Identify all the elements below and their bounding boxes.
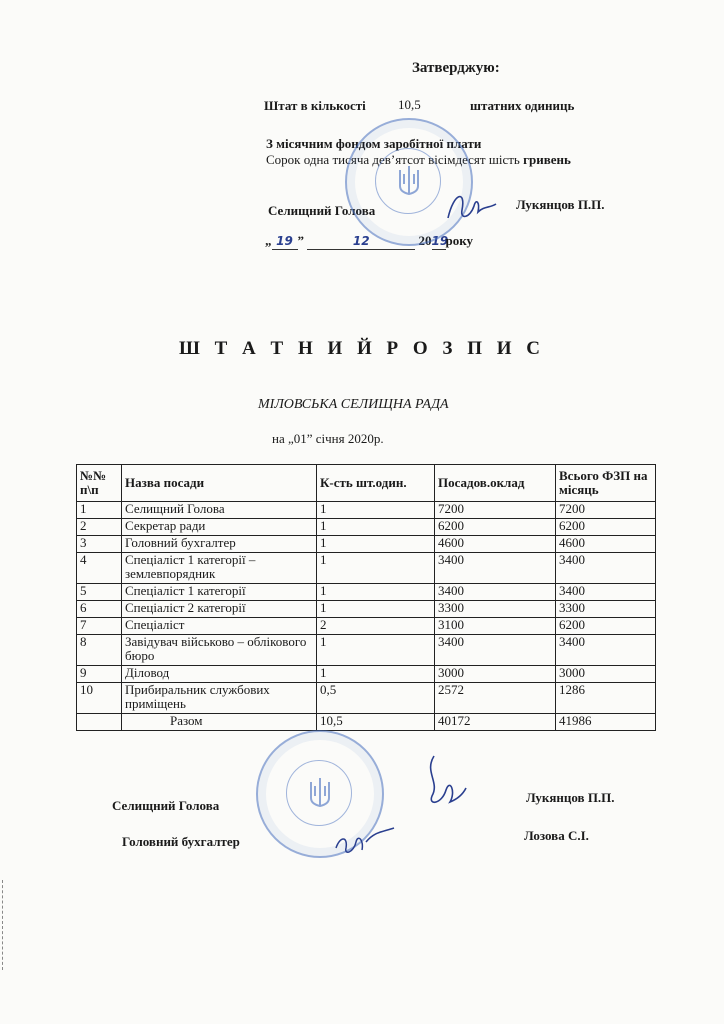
- cell-position: Селищний Голова: [122, 502, 317, 519]
- header-quantity: К-сть шт.один.: [317, 465, 435, 502]
- total-fund: 41986: [556, 714, 656, 731]
- date-month: 12: [307, 234, 415, 250]
- cell-number: 2: [77, 519, 122, 536]
- cell-total: 6200: [556, 519, 656, 536]
- cell-number: 1: [77, 502, 122, 519]
- cell-salary: 2572: [435, 683, 556, 714]
- cell-total: 6200: [556, 618, 656, 635]
- head-signature-bottom: [420, 752, 470, 822]
- table-row: [77, 584, 656, 601]
- cell-quantity: 1: [317, 584, 435, 601]
- cell-number-empty: [77, 714, 122, 731]
- cell-salary: 3000: [435, 666, 556, 683]
- table-row: [77, 519, 656, 536]
- cell-total: 3400: [556, 584, 656, 601]
- fund-amount-words: Сорок одна тисяча дев’ятсот вісімдесят шість: [266, 152, 520, 167]
- cell-position: Спеціаліст 1 категорії: [122, 584, 317, 601]
- cell-quantity: 1: [317, 666, 435, 683]
- margin-mark: [2, 880, 9, 970]
- accountant-name: Лозова С.І.: [524, 828, 589, 843]
- effective-date: на „01” січня 2020р.: [272, 431, 384, 446]
- cell-number: 9: [77, 666, 122, 683]
- date-year-prefix: 20: [418, 233, 432, 248]
- table-row: [77, 683, 656, 714]
- accountant-title: Головний бухгалтер: [122, 834, 240, 849]
- table-row: [77, 601, 656, 618]
- cell-quantity: 2: [317, 618, 435, 635]
- cell-position: Секретар ради: [122, 519, 317, 536]
- header-position: Назва посади: [122, 465, 317, 502]
- cell-number: 10: [77, 683, 122, 714]
- accountant-signature: [330, 822, 400, 862]
- table-row: [77, 502, 656, 519]
- cell-quantity: 1: [317, 536, 435, 553]
- cell-number: 6: [77, 601, 122, 618]
- approval-signer-name: Лукянцов П.П.: [516, 197, 605, 212]
- approval-heading: Затверджую:: [412, 60, 500, 76]
- cell-quantity: 1: [317, 553, 435, 584]
- cell-quantity: 1: [317, 502, 435, 519]
- staff-count-label: Штат в кількості: [264, 98, 366, 113]
- date-year-suffix: 19: [431, 234, 449, 248]
- date-day: 19: [272, 234, 298, 250]
- cell-number: 3: [77, 536, 122, 553]
- cell-number: 4: [77, 553, 122, 584]
- head-title: Селищний Голова: [112, 798, 220, 813]
- header-number: №№ п\п: [77, 465, 122, 502]
- cell-quantity: 1: [317, 519, 435, 536]
- cell-total: 3000: [556, 666, 656, 683]
- header-salary: Посадов.оклад: [435, 465, 556, 502]
- cell-salary: 7200: [435, 502, 556, 519]
- cell-position: Спеціаліст 2 категорії: [122, 601, 317, 618]
- cell-salary: 3300: [435, 601, 556, 618]
- date-open-quote: „: [265, 233, 272, 248]
- table-row: [77, 635, 656, 666]
- table-row: [77, 618, 656, 635]
- header-total: Всього ФЗП на місяць: [556, 465, 656, 502]
- document-title: Ш Т А Т Н И Й Р О З П И С: [179, 338, 545, 359]
- staff-table: [76, 464, 656, 731]
- cell-position: Завідувач військово – облікового бюро: [122, 635, 317, 666]
- cell-total: 1286: [556, 683, 656, 714]
- cell-salary: 3400: [435, 584, 556, 601]
- table-row: [77, 553, 656, 584]
- trident-icon: [395, 164, 423, 198]
- staff-count-value: 10,5: [398, 97, 421, 112]
- total-row: [77, 714, 656, 731]
- cell-salary: 3400: [435, 553, 556, 584]
- cell-number: 8: [77, 635, 122, 666]
- head-signature-top: [440, 188, 500, 228]
- cell-position: Прибиральник службових приміщень: [122, 683, 317, 714]
- cell-number: 7: [77, 618, 122, 635]
- table-row: [77, 666, 656, 683]
- cell-number: 5: [77, 584, 122, 601]
- cell-salary: 3400: [435, 635, 556, 666]
- cell-position: Спеціаліст 1 категорії – землевпорядник: [122, 553, 317, 584]
- fund-label: З місячним фондом заробітної плати: [266, 136, 482, 151]
- cell-quantity: 1: [317, 635, 435, 666]
- total-salary: 40172: [435, 714, 556, 731]
- cell-quantity: 1: [317, 601, 435, 618]
- cell-salary: 3100: [435, 618, 556, 635]
- staff-units-label: штатних одиниць: [470, 98, 575, 113]
- head-name: Лукянцов П.П.: [526, 790, 615, 805]
- total-quantity: 10,5: [317, 714, 435, 731]
- cell-total: 3300: [556, 601, 656, 618]
- date-close-quote: ”: [297, 233, 304, 248]
- total-label: Разом: [122, 714, 317, 731]
- approval-signer-title: Селищний Голова: [268, 203, 376, 218]
- cell-total: 7200: [556, 502, 656, 519]
- fund-currency: гривень: [523, 152, 571, 167]
- organization-name: МІЛОВСЬКА СЕЛИЩНА РАДА: [258, 397, 449, 412]
- table-row: [77, 536, 656, 553]
- cell-position: Головний бухгалтер: [122, 536, 317, 553]
- trident-icon: [306, 776, 334, 810]
- cell-quantity: 0,5: [317, 683, 435, 714]
- cell-total: 3400: [556, 553, 656, 584]
- cell-total: 3400: [556, 635, 656, 666]
- cell-salary: 4600: [435, 536, 556, 553]
- table-header-row: [77, 465, 656, 502]
- date-year-word: року: [445, 233, 474, 248]
- cell-position: Спеціаліст: [122, 618, 317, 635]
- cell-position: Діловод: [122, 666, 317, 683]
- cell-total: 4600: [556, 536, 656, 553]
- cell-salary: 6200: [435, 519, 556, 536]
